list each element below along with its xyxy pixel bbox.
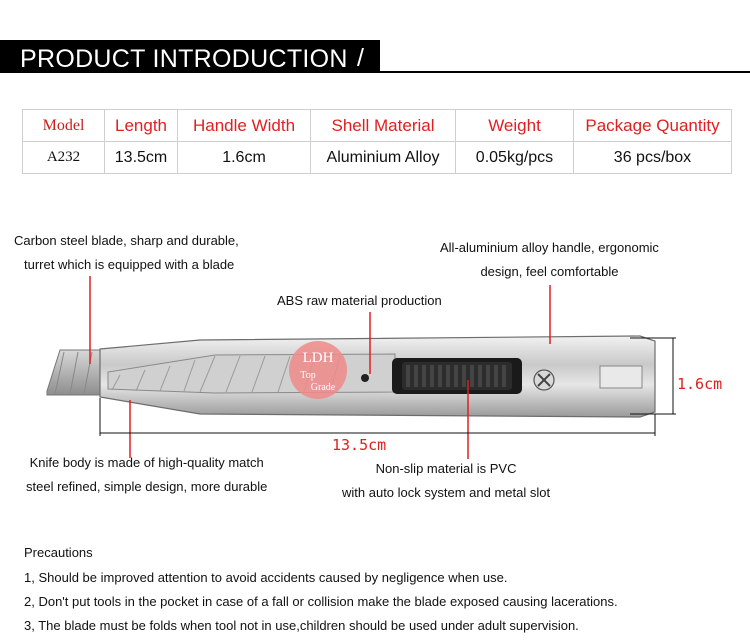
precaution-item: 2, Don't put tools in the pocket in case of a fall or collision make the blade exposed causing lacerations.	[24, 594, 618, 609]
handle-annotation-line1: All-aluminium alloy handle, ergonomic	[440, 240, 659, 255]
spec-header-handle-width: Handle Width	[178, 110, 311, 142]
spec-value-length: 13.5cm	[105, 142, 178, 174]
precautions-title: Precautions	[24, 545, 93, 560]
handle-annotation	[440, 236, 659, 284]
watermark-sub2: Grade	[310, 382, 336, 393]
spec-value-model: A232	[23, 142, 105, 174]
handle-annotation-line2: design, feel comfortable	[480, 264, 619, 279]
knife-body	[100, 336, 655, 417]
blade-annotation-line2: turret which is equipped with a blade	[24, 257, 235, 272]
header-slash: /	[357, 44, 364, 72]
abs-annotation: ABS raw material production	[277, 293, 442, 308]
pvc-annotation-line2: with auto lock system and metal slot	[342, 485, 551, 500]
precaution-item: 3, The blade must be folds when tool not in use,children should be used under adult supervision.	[24, 618, 579, 633]
blade-annotation-line1: Carbon steel blade, sharp and durable,	[14, 233, 239, 248]
spec-value-weight: 0.05kg/pcs	[456, 142, 574, 174]
spec-header-weight: Weight	[456, 110, 574, 142]
blade	[47, 350, 100, 395]
spec-value-handle-width: 1.6cm	[178, 142, 311, 174]
spec-header-length: Length	[105, 110, 178, 142]
pvc-slider	[392, 358, 522, 394]
blade-annotation	[14, 229, 239, 277]
precaution-item: 1, Should be improved attention to avoid accidents caused by negligence when use.	[24, 570, 508, 585]
spec-header-model: Model	[23, 110, 105, 142]
pvc-annotation	[342, 457, 550, 505]
watermark-main: LDH	[302, 350, 334, 366]
watermark-sub1: Top	[300, 370, 316, 381]
spec-header-package-quantity: Package Quantity	[574, 110, 732, 142]
precautions-list	[24, 566, 618, 638]
screw	[534, 370, 554, 390]
body-annotation-line1: Knife body is made of high-quality match	[29, 455, 264, 470]
spec-value-shell-material: Aluminium Alloy	[311, 142, 456, 174]
abs-button-dot	[361, 374, 369, 382]
width-dimension-label: 1.6cm	[677, 375, 723, 393]
page-title: PRODUCT INTRODUCTION	[20, 45, 348, 73]
pvc-annotation-line1: Non-slip material is PVC	[375, 461, 517, 476]
spec-value-package-quantity: 36 pcs/box	[574, 142, 732, 174]
spec-header-shell-material: Shell Material	[311, 110, 456, 142]
length-dimension-label: 13.5cm	[332, 436, 387, 454]
body-annotation	[26, 451, 267, 499]
body-annotation-line2: steel refined, simple design, more durable	[26, 479, 268, 494]
